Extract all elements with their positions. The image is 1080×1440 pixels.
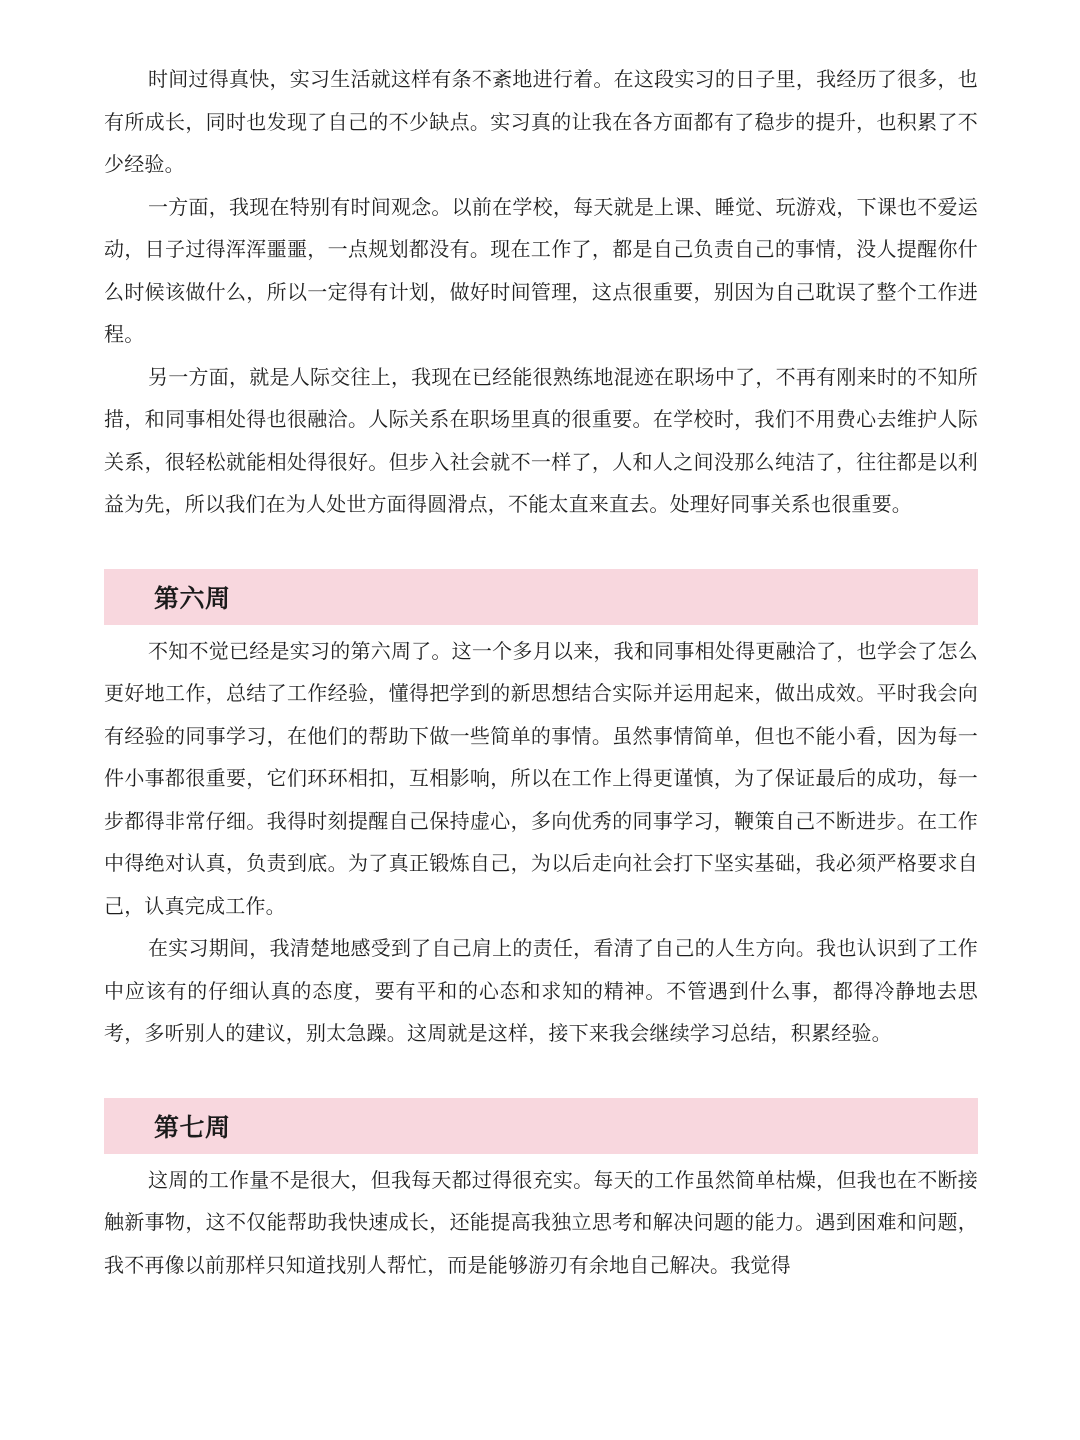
section-paragraph: 在实习期间，我清楚地感受到了自己肩上的责任，看清了自己的人生方向。我也认识到了工作中应该有的仔细认真的态度，要有平和的心态和求知的精神。不管遇到什么事，都得冷静地去思考，多听别人的建议，别太急躁。这周就是这样，接下来我会继续学习总结，积累经验。	[104, 936, 978, 1045]
section-body-week-7	[104, 1159, 978, 1287]
section-paragraph: 这周的工作量不是很大，但我每天都过得很充实。每天的工作虽然简单枯燥，但我也在不断接触新事物，这不仅能帮助我快速成长，还能提高我独立思考和解决问题的能力。遇到困难和问题，我不再像以前那样只知道找别人帮忙，而是能够游刃有余地自己解决。我觉得	[104, 1167, 978, 1277]
document-content	[104, 58, 978, 1286]
section-heading-week-7	[104, 1098, 978, 1154]
intro-paragraph-1: 时间过得真快，实习生活就这样有条不紊地进行着。在这段实习的日子里，我经历了很多，也有所成长，同时也发现了自己的不少缺点。实习真的让我在各方面都有了稳步的提升，也积累了不少经验。	[104, 67, 978, 176]
section-heading-text: 第六周	[154, 583, 231, 613]
intro-paragraph-2: 一方面，我现在特别有时间观念。以前在学校，每天就是上课、睡觉、玩游戏，下课也不爱运动，日子过得浑浑噩噩，一点规划都没有。现在工作了，都是自己负责自己的事情，没人提醒你什么时候该做什么，所以一定得有计划，做好时间管理，这点很重要，别因为自己耽误了整个工作进程。	[104, 194, 978, 346]
section-body-week-6	[104, 630, 978, 1055]
section-paragraph: 不知不觉已经是实习的第六周了。这一个多月以来，我和同事相处得更融洽了，也学会了怎么更好地工作，总结了工作经验，懂得把学到的新思想结合实际并运用起来，做出成效。平时我会向有经验的同事学习，在他们的帮助下做一些简单的事情。虽然事情简单，但也不能小看，因为每一件小事都很重要，它们环环相扣，互相影响，所以在工作上得更谨慎，为了保证最后的成功，每一步都得非常仔细。我得时刻提醒自己保持虚心，多向优秀的同事学习，鞭策自己不断进步。在工作中得绝对认真，负责到底。为了真正锻炼自己，为以后走向社会打下坚实基础，我必须严格要求自己，认真完成工作。	[104, 638, 978, 918]
section-heading-week-6	[104, 569, 978, 625]
intro-paragraph-3: 另一方面，就是人际交往上，我现在已经能很熟练地混迹在职场中了，不再有刚来时的不知所措，和同事相处得也很融洽。人际关系在职场里真的很重要。在学校时，我们不用费心去维护人际关系，很轻松就能相处得很好。但步入社会就不一样了，人和人之间没那么纯洁了，往往都是以利益为先，所以我们在为人处世方面得圆滑点，不能太直来直去。处理好同事关系也很重要。	[104, 364, 978, 516]
section-heading-text: 第七周	[154, 1112, 231, 1142]
